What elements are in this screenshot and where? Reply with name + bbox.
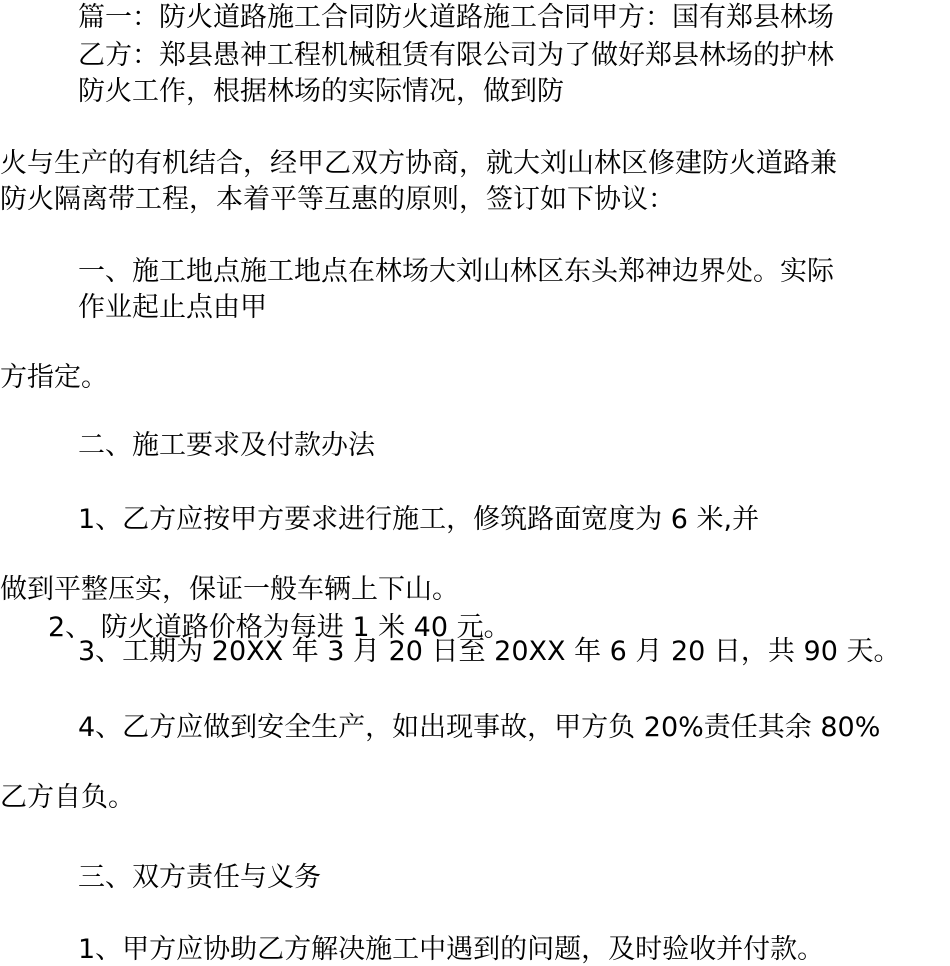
list-item: 1、甲方应协助乙方解决施工中遇到的问题，及时验收并付款。 [78, 934, 825, 965]
section-heading: 二、施工要求及付款办法 [78, 430, 375, 461]
paragraph-line: 做到平整压实，保证一般车辆上下山。 [0, 574, 459, 605]
list-item: 1、乙方应按甲方要求进行施工，修筑路面宽度为 6 米,并 [78, 504, 760, 535]
paragraph-line: 防火隔离带工程，本着平等互惠的原则，签订如下协议： [0, 184, 675, 215]
list-item: 4、乙方应做到安全生产，如出现事故，甲方负 20%责任其余 80% [78, 712, 881, 743]
paragraph-line: 方指定。 [0, 362, 108, 393]
list-item: 3、工期为 20XX 年 3 月 20 日至 20XX 年 6 月 20 日，共 90 天。 [78, 636, 901, 667]
section-heading: 一、施工地点施工地点在林场大刘山林区东头郑神边界处。实际 [78, 256, 834, 287]
paragraph-line: 乙方：郑县愚神工程机械租赁有限公司为了做好郑县林场的护林 [78, 40, 834, 71]
paragraph-line: 火与生产的有机结合，经甲乙双方协商，就大刘山林区修建防火道路兼 [0, 148, 837, 179]
paragraph-line: 乙方自负。 [0, 782, 135, 813]
list-item: 2、 防火道路价格为每进 1 米 40 元。 [48, 612, 511, 643]
paragraph-line: 作业起止点由甲 [78, 292, 267, 323]
paragraph-line: 防火工作，根据林场的实际情况，做到防 [78, 76, 564, 107]
section-heading: 三、双方责任与义务 [78, 862, 321, 893]
paragraph-line: 篇一：防火道路施工合同防火道路施工合同甲方：国有郑县林场 [78, 2, 834, 33]
